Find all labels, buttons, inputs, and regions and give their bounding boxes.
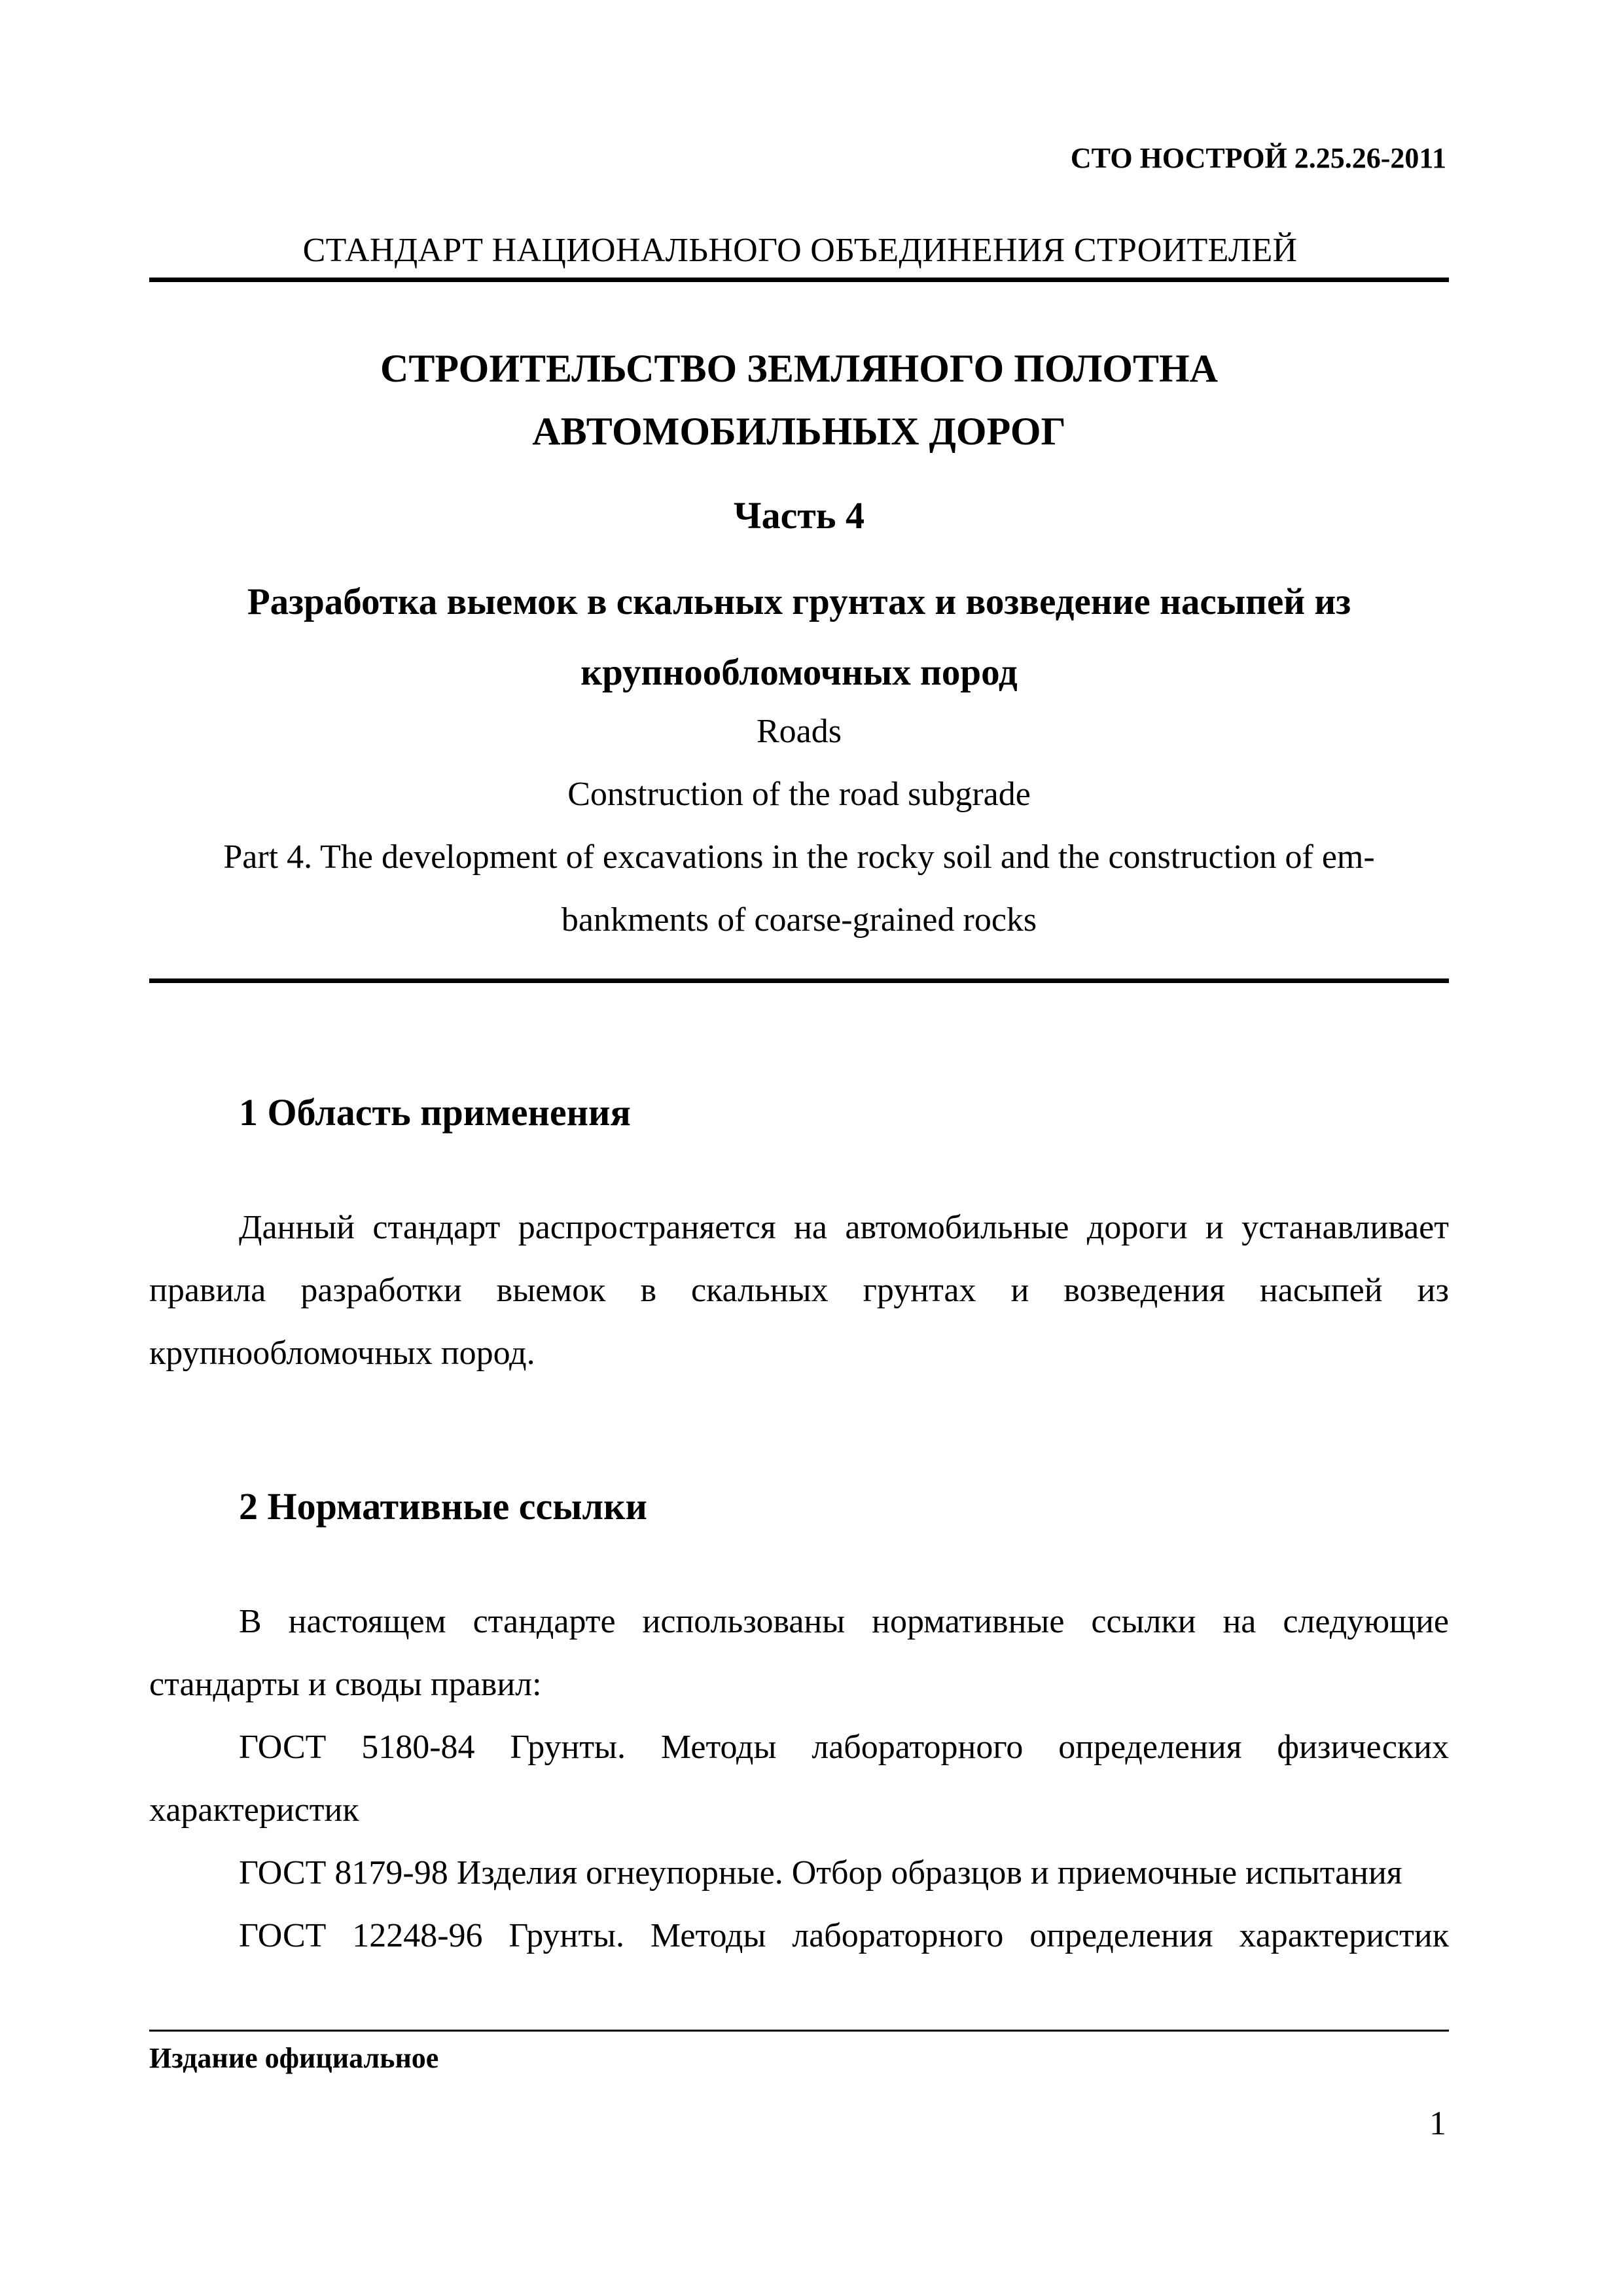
english-title: [149, 700, 1449, 952]
english-title-line-1: Roads: [757, 713, 842, 750]
russian-title-line-2: АВТОМОБИЛЬНЫХ ДОРОГ: [532, 410, 1066, 453]
edition-label: Издание официальное: [149, 2042, 439, 2074]
part-label: Часть 4: [734, 494, 865, 537]
russian-title: [149, 337, 1449, 463]
section-2-body: [149, 1590, 1449, 1967]
reference-item: ГОСТ 5180-84 Грунты. Методы лабораторного определения физических характеристик: [149, 1729, 1449, 1829]
russian-subtitle-line-1: Разработка выемок в скальных грунтах и возведение насыпей из: [247, 581, 1351, 622]
organization-line: СТАНДАРТ НАЦИОНАЛЬНОГО ОБЪЕДИНЕНИЯ СТРОИТЕЛЕЙ: [302, 232, 1298, 269]
reference-item: ГОСТ 8179-98 Изделия огнеупорные. Отбор образцов и приемочные испытания: [239, 1854, 1402, 1892]
title-rule: [149, 978, 1449, 983]
page-number: 1: [1429, 2105, 1446, 2142]
footer-rule: [149, 2030, 1449, 2032]
document-code: СТО НОСТРОЙ 2.25.26-2011: [1070, 142, 1446, 174]
section-1-heading: 1 Область применения: [239, 1091, 631, 1134]
section-1-body: [149, 1196, 1449, 1385]
english-title-line-2: Construction of the road subgrade: [567, 776, 1031, 813]
section-2-intro: В настоящем стандарте использованы нормативные ссылки на следующие стандарты и своды правил:: [149, 1603, 1449, 1703]
english-title-line-3: Part 4. The development of excavations in the rocky soil and the construction of em-: [223, 838, 1375, 876]
reference-item: ГОСТ 12248-96 Грунты. Методы лабораторного определения характеристик: [239, 1917, 1449, 1954]
header-rule: [149, 278, 1449, 282]
russian-subtitle: [149, 558, 1449, 700]
section-1-paragraph: Данный стандарт распространяется на автомобильные дороги и устанавливает правила разработки выемок в скальных грунтах и возведения насыпей из крупнообломочных пород.: [149, 1209, 1449, 1372]
english-title-line-4: bankments of coarse-grained rocks: [561, 901, 1037, 939]
russian-subtitle-line-2: крупнообломочных пород: [580, 652, 1018, 693]
section-2-heading: 2 Нормативные ссылки: [239, 1485, 647, 1528]
russian-title-line-1: СТРОИТЕЛЬСТВО ЗЕМЛЯНОГО ПОЛОТНА: [380, 347, 1218, 390]
